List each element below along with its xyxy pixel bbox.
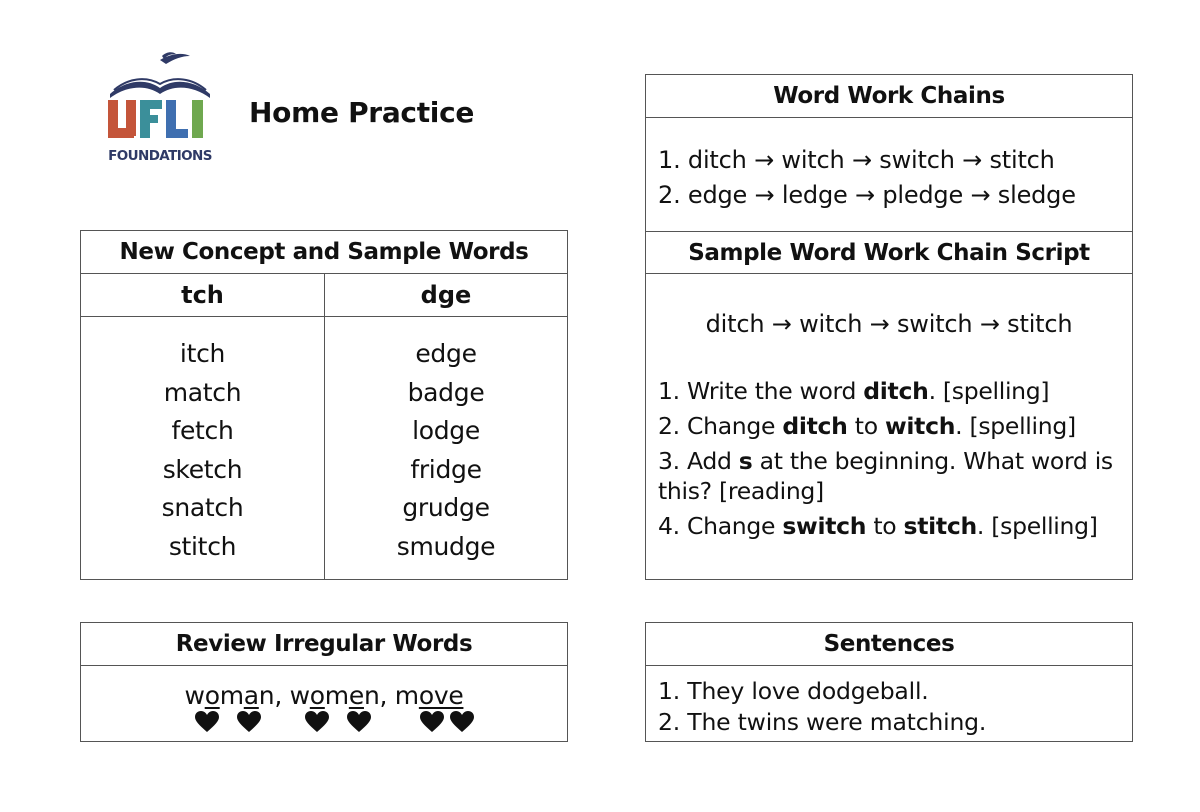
heart-icon [420,711,444,733]
script-steps [646,338,1132,541]
step-text: at the beginning. What word is this? [reading] [658,447,1113,505]
word-item: edge [415,339,477,368]
bold-word: witch [884,412,956,440]
sentences-box [645,622,1133,742]
step-text: . [spelling] [955,412,1076,440]
step-text: 3. Add [658,447,739,475]
chain-item: 1. ditch → witch → switch → stitch [658,146,1055,174]
heart-icon [347,711,371,733]
step-text: 1. Write the word [658,377,864,405]
bold-word: ditch [863,377,929,405]
word-work-chains-title: Word Work Chains [646,75,1132,118]
word-work-chains [645,74,1133,580]
word-item: fetch [171,416,234,445]
sentence-item: 1. They love dodgeball. [658,677,929,705]
heart-icon [195,711,219,733]
sentence-item: 2. The twins were matching. [658,708,987,736]
bold-word: ditch [782,412,848,440]
word-item: match [163,377,242,407]
chains-list [646,118,1132,232]
book-bird-icon [104,52,216,102]
script-step [658,411,1120,441]
column-header: tch [81,274,324,317]
underlined-letters: o [204,681,220,710]
step-text: 2. Change [658,412,783,440]
word-item: smudge [396,531,496,561]
script-step [658,511,1120,541]
word-text: m [324,681,349,710]
page-title: Home Practice [249,96,475,129]
bold-word: s [738,447,753,475]
step-text: 4. Change [658,512,783,540]
sample-script-title: Sample Word Work Chain Script [646,232,1132,274]
script-step [658,446,1120,506]
sentences-title: Sentences [646,623,1132,666]
underlined-letters: o [309,681,325,710]
word-text: n, m [363,681,419,710]
word-item: snatch [161,493,244,522]
word-text: w [184,681,205,710]
word-item: itch [179,339,226,368]
word-text: m [219,681,244,710]
new-concept-title: New Concept and Sample Words [81,231,567,274]
step-text: . [spelling] [928,377,1050,405]
script-step [658,376,1120,406]
underlined-letters: e [348,681,364,710]
word-item: stitch [168,531,237,561]
bold-word: switch [782,512,867,540]
heart-icon [305,711,329,733]
word-item: badge [407,377,485,407]
review-irregular-title: Review Irregular Words [81,623,567,666]
script-chain: ditch → witch → switch → stitch [705,310,1073,338]
tch-column [81,274,324,579]
step-text: . [spelling] [976,512,1098,540]
word-item: lodge [412,416,480,445]
new-concept-table [80,230,568,580]
dge-column [324,274,567,579]
chain-item: 2. edge → ledge → pledge → sledge [658,181,1076,209]
step-text: to [847,412,885,440]
step-text: to [866,512,904,540]
word-item: grudge [402,493,490,522]
logo-subtitle: FOUNDATIONS [108,148,212,164]
underlined-letters: a [243,681,259,710]
irregular-words-line [81,681,567,710]
column-header: dge [325,274,567,317]
bold-word: stitch [903,512,977,540]
word-text: n, w [258,681,310,710]
heart-icon [237,711,261,733]
word-item: fridge [410,454,482,484]
ufli-logo [104,52,216,170]
heart-icon [450,711,474,733]
word-item: sketch [162,454,243,484]
ufli-wordmark [104,98,216,150]
underlined-letters: ove [418,681,464,710]
